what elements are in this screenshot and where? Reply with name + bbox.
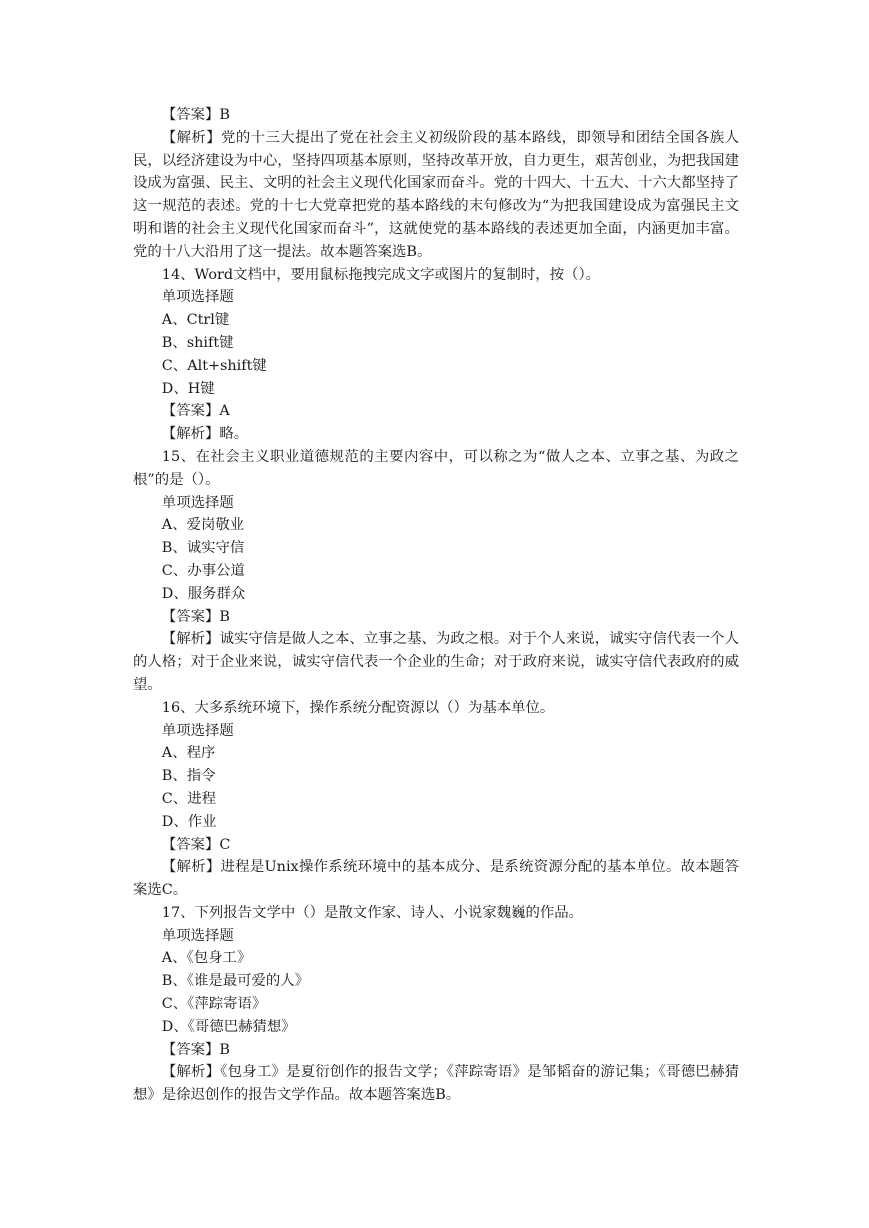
question-14-text: 14、Word文档中，要用鼠标拖拽完成文字或图片的复制时，按（）。: [161, 266, 601, 283]
answer-line: 【答案】B: [161, 107, 230, 123]
option-d: D、H键: [161, 380, 215, 397]
answer-line: 【答案】B: [161, 1041, 230, 1058]
option-c: C、《萍踪寄语》: [161, 996, 267, 1013]
explanation-paragraph: 【解析】诚实守信是做人之本、立事之基、为政之根。对于个人来说，诚实守信代表一个人的人格；对于企业来说，诚实守信代表一个企业的生命；对于政府来说，诚实守信代表政府的威望。: [133, 631, 739, 693]
explanation-paragraph: 【解析】略。: [161, 426, 249, 443]
answer-line: 【答案】B: [161, 608, 230, 625]
question-16-text: 16、大多系统环境下，操作系统分配资源以（）为基本单位。: [161, 699, 555, 716]
option-d: D、作业: [161, 813, 217, 830]
question-15-text: 15、在社会主义职业道德规范的主要内容中，可以称之为“做人之本、立事之基、为政之根”的是（）。: [133, 448, 739, 488]
option-b: B、shift键: [161, 334, 234, 351]
question-type-label: 单项选择题: [161, 927, 234, 944]
option-a: A、Ctrl键: [161, 312, 230, 329]
answer-line: 【答案】A: [161, 403, 230, 420]
option-b: B、《谁是最可爱的人》: [161, 973, 310, 990]
option-b: B、诚实守信: [161, 540, 245, 557]
answer-line: 【答案】C: [161, 836, 231, 853]
explanation-paragraph: 【解析】进程是Unix操作系统环境中的基本成分、是系统资源分配的基本单位。故本题答案选C。: [133, 859, 739, 899]
option-a: A、爱岗敬业: [161, 517, 245, 534]
explanation-paragraph: 【解析】《包身工》是夏衍创作的报告文学；《萍踪寄语》是邹韬奋的游记集；《哥德巴赫猜想》是徐迟创作的报告文学作品。故本题答案选B。: [133, 1064, 739, 1104]
option-a: A、程序: [161, 745, 216, 762]
option-b: B、指令: [161, 768, 216, 785]
question-type-label: 单项选择题: [161, 722, 234, 739]
option-c: C、Alt+shift键: [161, 357, 267, 374]
question-17-text: 17、下列报告文学中（）是散文作家、诗人、小说家魏巍的作品。: [161, 904, 584, 921]
option-d: D、《哥德巴赫猜想》: [161, 1018, 296, 1035]
option-c: C、办事公道: [161, 562, 245, 579]
document-body: [133, 104, 739, 1107]
option-d: D、服务群众: [161, 585, 246, 602]
question-type-label: 单项选择题: [161, 289, 234, 306]
question-type-label: 单项选择题: [161, 494, 234, 511]
option-c: C、进程: [161, 790, 216, 807]
option-a: A、《包身工》: [161, 950, 252, 967]
explanation-paragraph: 【解析】党的十三大提出了党在社会主义初级阶段的基本路线，即领导和团结全国各族人民，以经济建设为中心，坚持四项基本原则，坚持改革开放，自力更生，艰苦创业，为把我国建设成为富强、民主、文明的社会主义现代化国家而奋斗。党的十四大、十五大、十六大都坚持了这一规范的表述。党的十七大党章把党的基本路线的末句修改为“为把我国建设成为富强民主文明和谐的社会主义现代化国家而奋斗”，这就使党的基本路线的表述更加全面，内涵更加丰富。党的十八大沿用了这一提法。故本题答案选B。: [133, 129, 739, 260]
